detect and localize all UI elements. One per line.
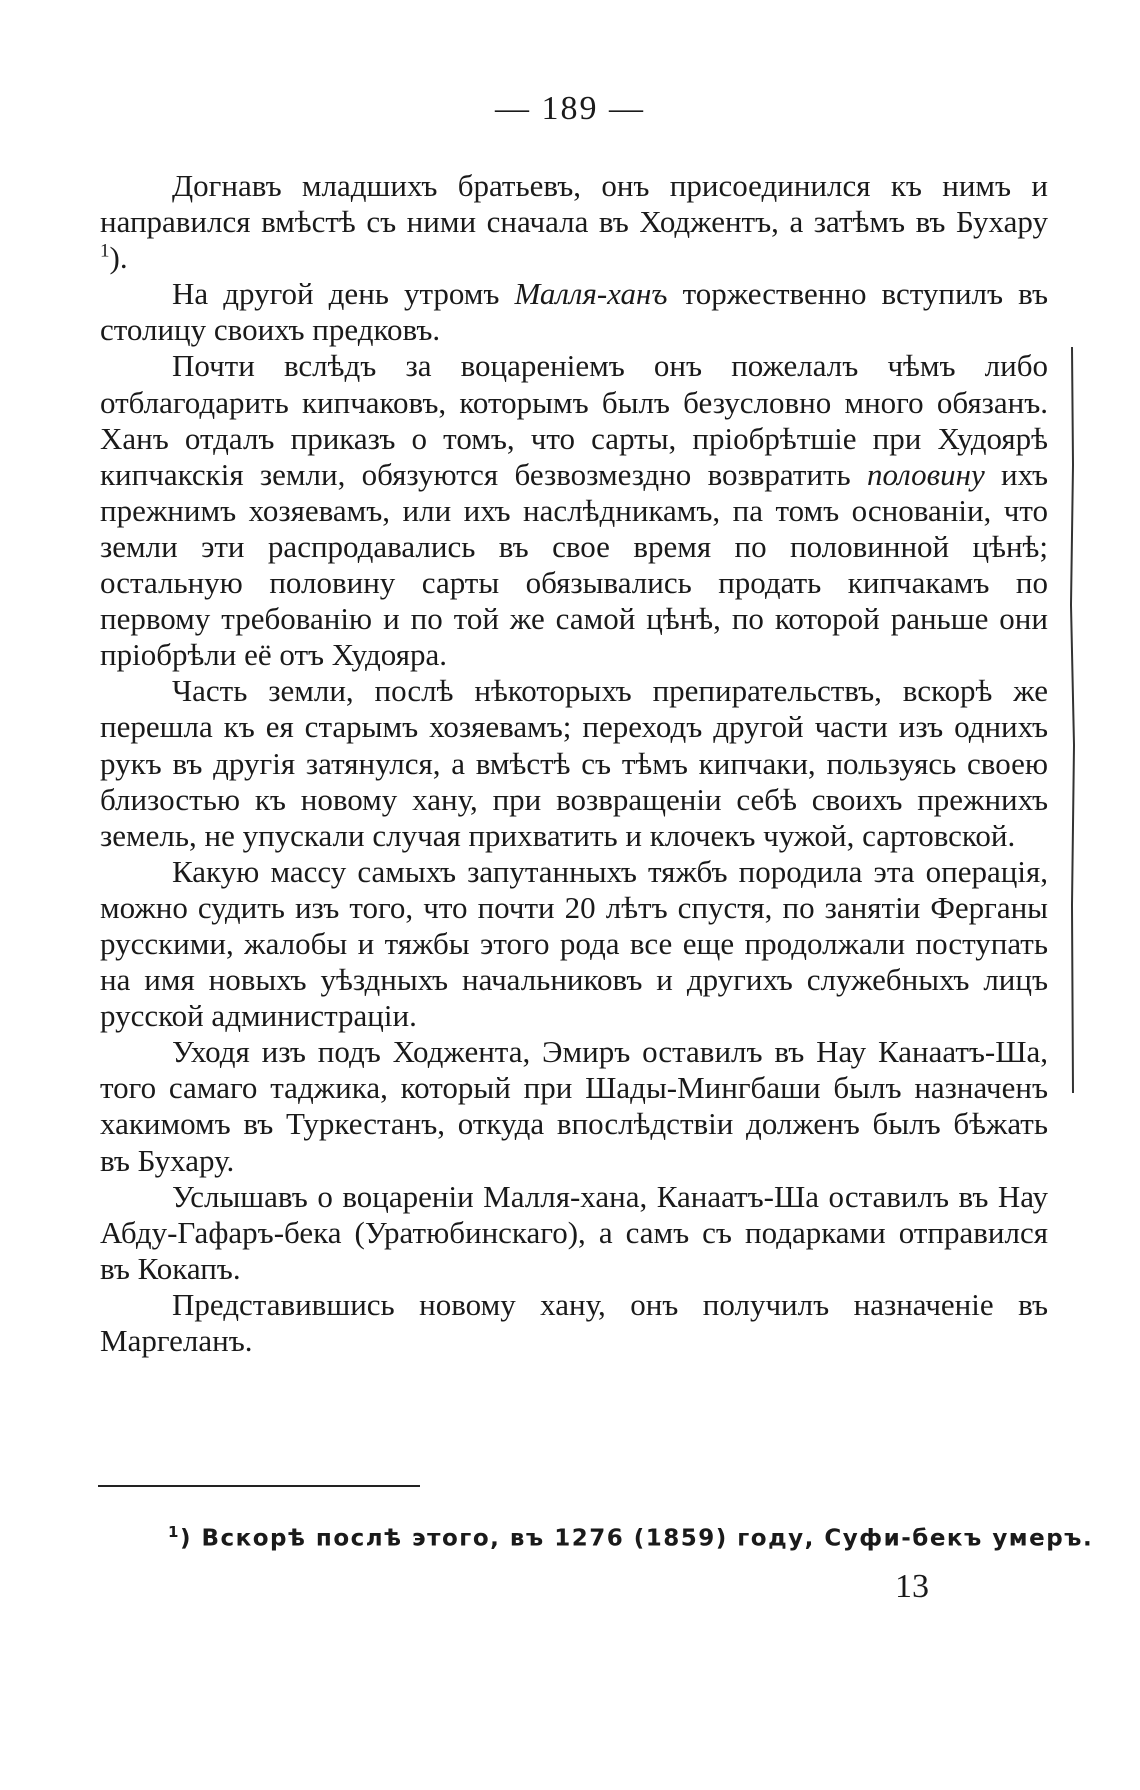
signature-mark: 13 bbox=[895, 1568, 929, 1605]
paragraph bbox=[100, 348, 1048, 673]
paragraph: Часть земли, послѣ нѣкоторыхъ препирательствъ, вскорѣ же перешла къ ея старымъ хозяевамъ; переходъ другой части изъ однихъ рукъ въ другія затянулся, а вмѣстѣ съ тѣмъ кипчаки, пользуясь своею близостью къ новому хану, при возвращеніи себѣ своихъ прежнихъ земель, не упускали случая прихватить и клочекъ чужой, сартовской. bbox=[100, 673, 1048, 853]
footnote bbox=[168, 1523, 1094, 1552]
paragraph: Какую массу самыхъ запутанныхъ тяжбъ породила эта операція, можно судить изъ того, что почти 20 лѣтъ спустя, по занятіи Ферганы русскими, жалобы и тяжбы этого рода все еще продолжали поступать на имя новыхъ уѣздныхъ начальниковъ и другихъ служебныхъ лицъ русской администраціи. bbox=[100, 853, 1048, 1034]
paragraph-text: Догнавъ младшихъ братьевъ, онъ присоединился къ нимъ и направился вмѣстѣ съ ними сначала въ Ходжентъ, а затѣмъ въ Бухару bbox=[100, 168, 1048, 240]
footnote-reference: 1 bbox=[100, 240, 110, 262]
main-text bbox=[100, 168, 1048, 1359]
footnote-mark: 1 bbox=[168, 1523, 180, 1541]
italic-name: Малля-ханъ bbox=[514, 276, 668, 312]
footnote-divider bbox=[98, 1485, 420, 1487]
paragraph-text-end: ). bbox=[109, 240, 128, 276]
margin-pencil-mark bbox=[1066, 345, 1078, 1095]
paragraph: Уходя изъ подъ Ходжента, Эмиръ оставилъ въ Нау Канаатъ-Ша, того самаго таджика, который при Шады-Мингбаши былъ назначенъ хакимомъ въ Туркестанъ, откуда впослѣдствіи долженъ былъ бѣжать въ Бухару. bbox=[100, 1034, 1048, 1178]
paragraph: Представившись новому хану, онъ получилъ назначеніе въ Маргеланъ. bbox=[100, 1286, 1048, 1358]
paragraph-text: Почти вслѣдъ за воцареніемъ онъ пожелалъ чѣмъ либо отблагодарить кипчаковъ, которымъ былъ безусловно много обязанъ. Ханъ отдалъ приказъ о томъ, что сарты, пріобрѣтшіе при Худоярѣ кипчакскія земли, обязуются безвозмездно возвратить bbox=[100, 348, 1048, 492]
page-number: — 189 — bbox=[495, 90, 645, 127]
paragraph-text-end: ихъ прежнимъ хозяевамъ, или ихъ наслѣдникамъ, па томъ основаніи, что земли эти распродавались въ свое время по половинной цѣнѣ; остальную половину сарты обязывались продать кипчакамъ по первому требованію и по той же самой цѣнѣ, по которой раньше они пріобрѣли её отъ Худояра. bbox=[100, 456, 1048, 673]
footnote-text: ) Вскорѣ послѣ этого, въ 1276 (1859) году, Суфи-бекъ умеръ. bbox=[179, 1525, 1094, 1552]
italic-word: половину bbox=[867, 456, 985, 492]
paragraph-text-end: торжественно вступилъ въ столицу своихъ предковъ. bbox=[100, 276, 1048, 348]
paragraph bbox=[100, 276, 1048, 348]
paragraph-text: На другой день утромъ bbox=[172, 276, 515, 312]
paragraph: Услышавъ о воцареніи Малля-хана, Канаатъ-Ша оставилъ въ Нау Абду-Гафаръ-бека (Уратюбинскаго), а самъ съ подарками отправился въ Кокапъ. bbox=[100, 1178, 1048, 1286]
paragraph bbox=[100, 168, 1048, 276]
